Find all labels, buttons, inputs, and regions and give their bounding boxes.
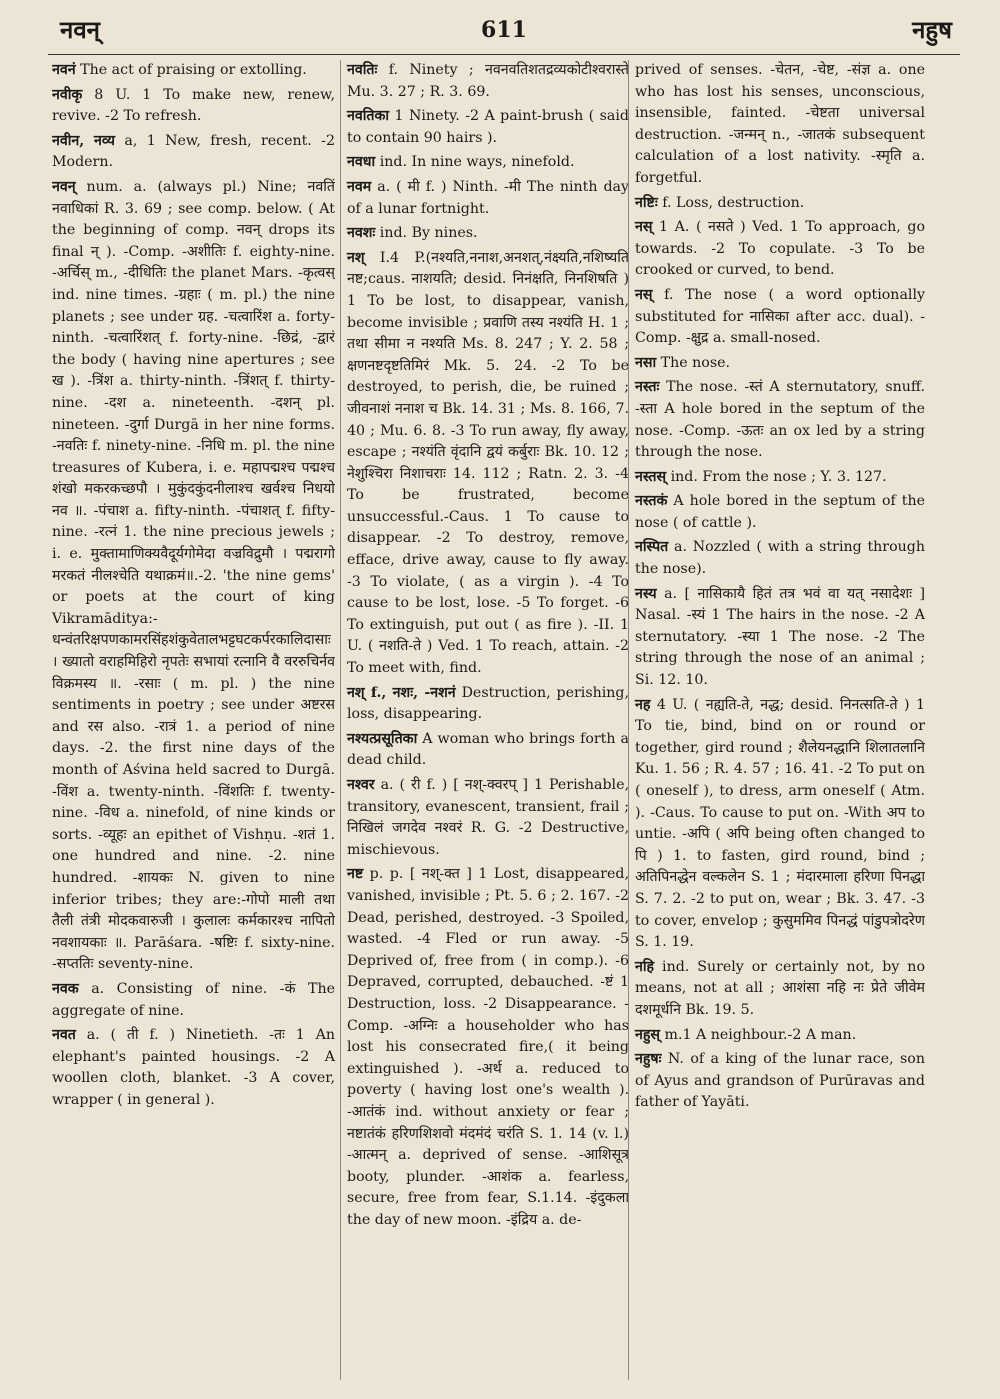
page-header bbox=[48, 14, 960, 54]
dictionary-entry bbox=[347, 248, 629, 680]
dictionary-entry bbox=[635, 957, 925, 1022]
entry-definition: p. p. [ नश्-क्त ] 1 Lost, disappeared, vanished, invisible ; Pt. 5. 6 ; 2. 167. -2 Dead, perished, destroyed. -3 Spoiled, wasted. -4 Fled or run away. -5 Deprived of, free from ( in comp.). -6 Depraved, corrupted, debauched. -ष्टं 1 Destruction, loss. -2 Disappearance. -Comp. -अग्निः a householder who has lost his consecrated fire,( it being extinguished ). -अर्थ a. reduced to poverty ( having lost one's wealth ). -आतंकं ind. without anxiety or fear ; नष्टातंकं हरिणशिशवो मंदमंदं चरंति S. 1. 14 (v. l.) -आत्मन् a. deprived of sense. -आशिसूत्र booty, plunder. -आशंक a. fearless, secure, free from fear, S.1.14. -इंदुकला the day of new moon. -इंद्रिय a. de- bbox=[347, 866, 629, 1228]
dictionary-entry bbox=[635, 537, 925, 580]
dictionary-entry bbox=[347, 177, 629, 220]
entry-headword: नह bbox=[635, 696, 651, 713]
entry-headword: नस् bbox=[635, 286, 653, 303]
entry-headword: नवीन, नव्य bbox=[52, 132, 115, 149]
header-left-guideword: नवन् bbox=[60, 15, 100, 44]
entry-definition: N. of a king of the lunar race, son of Ayus and grandson of Purūravas and father of Yayāti. bbox=[635, 1051, 925, 1111]
entry-headword: नस्तः bbox=[635, 379, 660, 396]
entry-headword: नश्वर bbox=[347, 777, 375, 793]
entry-headword: नवधा bbox=[347, 154, 376, 171]
entry-headword: नश् bbox=[347, 249, 365, 266]
entry-definition: a. [ नासिकायै हितं तत्र भवं वा यत् नसादेशः ] Nasal. -स्यं 1 The hairs in the nose. -2 A sternutatory. -स्या 1 The nose. -2 The string through the nose of an animal ; Si. 12. 10. bbox=[635, 585, 925, 689]
entry-headword: नहुस् bbox=[635, 1026, 660, 1043]
header-rule bbox=[48, 54, 960, 55]
entry-headword: नवनं bbox=[52, 62, 76, 78]
entry-definition: The nose. bbox=[660, 354, 731, 371]
column-2 bbox=[340, 60, 629, 1380]
dictionary-entry bbox=[52, 60, 335, 82]
entry-definition: num. a. (always pl.) Nine; नवतिं नवाधिकां R. 3. 69 ; see comp. below. ( At the beginning of comp. नवन् drops its final न् ). -Comp. -अशीतिः f. eighty-nine. -अर्चिस् m., -दीधितिः the planet Mars. -कृत्वस् ind. nine times. -ग्रहाः ( m. pl.) the nine planets ; see under ग्रह. -चत्वारिंश a. forty-ninth. -चत्वारिंशत् f. forty-nine. -छिद्रं, -द्वारं the body ( having nine apertures ; see ख ). -त्रिंश a. thirty-ninth. -त्रिंशत् f. thirty-nine. -दश a. nineteenth. -दशन् pl. nineteen. -दुर्गा Durgā in her nine forms. -नवतिः f. ninety-nine. -निधि m. pl. the nine treasures of Kubera, i. e. महापद्मश्च पद्मश्च शंखो मकरकच्छपौ । मुकुंदकुंदनीलाश्च खर्वश्च निधयो नव ॥. -पंचाश a. fifty-ninth. -पंचाशत् f. fifty-nine. -रत्नं 1. the nine precious jewels ; i. e. मुक्तामाणिक्यवैदूर्यगोमेदा वज्रविद्रुमौ । पद्मरागो मरकतं नीलश्चेति यथाक्रमं॥.-2. 'the nine gems' or poets at the court of king Vikramāditya:-धन्वंतरिक्षपणकामरसिंहशंकुवेतालभट्टघटकर्परकालिदासाः । ख्यातो वराहमिहिरो नृपतेः सभायां रत्नानि वै वररुचिर्नव विक्रमस्य ॥. -रसाः ( m. pl. ) the nine sentiments in poetry ; see under अष्टरस and रस also. -रात्रं 1. a period of nine days. -2. the first nine days of the month of Aśvina held sacred to Durgā. -विंश a. twenty-ninth. -विंशतिः f. twenty-nine. -विध a. ninefold, of nine kinds or sorts. -व्यूहः an epithet of Vishṇu. -शतं 1. one hundred and nine. -2. nine hundred. -शायकः N. given to nine inferior tribes; they are:-गोपो माली तथा तैली तंत्री मोदकवारुजी । कुलालः कर्मकारश्च नापितो नवशायकाः ॥. Parāśara. -षष्टिः f. sixty-nine. -सप्ततिः seventy-nine. bbox=[52, 178, 335, 973]
column-1 bbox=[52, 60, 335, 1380]
entry-definition: m.1 A neighbour.-2 A man. bbox=[664, 1026, 857, 1043]
dictionary-entry bbox=[347, 775, 629, 861]
entry-headword: नवम bbox=[347, 178, 372, 195]
dictionary-entry bbox=[347, 729, 629, 772]
entry-definition: A woman who brings forth a dead child. bbox=[347, 730, 629, 769]
entry-headword: नवक bbox=[52, 980, 79, 997]
entry-definition: The nose. -स्तं A sternutatory, snuff. -स्ता A hole bored in the septum of the nose. -Comp. -ऊतः an ox led by a string through the nose. bbox=[635, 379, 925, 461]
entry-definition: Destruction, perishing, loss, disappearing. bbox=[347, 684, 629, 723]
dictionary-entry bbox=[347, 683, 629, 726]
dictionary-entry bbox=[52, 85, 335, 128]
page-number: 611 bbox=[481, 17, 527, 43]
dictionary-entry bbox=[635, 1025, 925, 1047]
entry-definition: a, 1 New, fresh, recent. -2 Modern. bbox=[52, 132, 335, 171]
entry-headword: नष्टिः bbox=[635, 194, 658, 211]
entry-headword: नसा bbox=[635, 354, 657, 371]
entry-definition: a. ( मी f. ) Ninth. -मी The ninth day of a lunar fortnight. bbox=[347, 178, 629, 217]
entry-headword: नष्ट bbox=[347, 866, 364, 883]
entry-definition: ind. From the nose ; Y. 3. 127. bbox=[670, 468, 887, 485]
entry-definition: a. ( री f. ) [ नश्-क्वरप् ] 1 Perishable, transitory, evanescent, transient, frail ; निखिलं जगदेव नश्वरं R. G. -2 Destructive, mischievous. bbox=[347, 777, 629, 858]
entry-headword: नवीकृ bbox=[52, 86, 83, 103]
dictionary-entry bbox=[635, 584, 925, 692]
entry-headword: नस्तस् bbox=[635, 468, 667, 485]
entry-headword: नवशः bbox=[347, 225, 376, 242]
entry-headword: नस्पित bbox=[635, 539, 669, 556]
dictionary-entry bbox=[347, 223, 629, 245]
entry-definition: a. Consisting of nine. -कं The aggregate of nine. bbox=[52, 980, 335, 1019]
dictionary-entry bbox=[52, 1025, 335, 1111]
entry-headword: नवत bbox=[52, 1027, 76, 1044]
entry-headword: नवतिः bbox=[347, 62, 378, 78]
dictionary-entry bbox=[52, 131, 335, 174]
dictionary-entry bbox=[635, 377, 925, 463]
dictionary-entry bbox=[635, 60, 925, 190]
entry-headword: नश्यत्प्रसूतिका bbox=[347, 730, 418, 747]
dictionary-entry bbox=[347, 60, 629, 103]
entry-definition: A hole bored in the septum of the nose ( of cattle ). bbox=[635, 493, 925, 531]
entry-headword: नश् f., नशः, -नशनं bbox=[347, 684, 456, 701]
dictionary-entry bbox=[635, 467, 925, 489]
dictionary-entry bbox=[52, 979, 335, 1022]
dictionary-entry bbox=[52, 177, 335, 976]
entry-definition: prived of senses. -चेतन, -चेष्ट, -संज्ञ a. one who has lost his senses, unconscious, insensible, fainted. -चेष्टता universal destruction. -जन्मन् n., -जातकं subsequent calculation of a lost nativity. -स्मृति a. forgetful. bbox=[635, 62, 925, 186]
entry-headword: नस्य bbox=[635, 585, 657, 602]
entry-headword: नहि bbox=[635, 958, 655, 975]
header-right-guideword: नहुष bbox=[912, 15, 952, 44]
dictionary-entry bbox=[635, 285, 925, 350]
entry-definition: 4 U. ( नह्यति-ते, नद्ध; desid. निनत्सति-ते ) 1 To tie, bind, bind on or round or together, gird round ; शैलेयनद्धानि शिलातलानि Ku. 1. 56 ; R. 4. 57 ; 16. 41. -2 To put on ( oneself ), to dress, arm oneself ( Atm. ). -Caus. To cause to put on. -With अप to untie. -अपि ( अपि being often changed to पि ) 1. to fasten, gird round, bind ; अतिपिनद्धेन वल्कलेन S. 1 ; मंदारमाला हरिणा पिनद्धा S. 7. 2. -2 to put on, wear ; Bk. 3. 47. -3 to cover, envelop ; कुसुममिव पिनद्धं पांडुपत्रोदरेण S. 1. 19. bbox=[635, 696, 925, 951]
dictionary-entry bbox=[347, 106, 629, 149]
entry-definition: a. ( ती f. ) Ninetieth. -तः 1 An elephant's painted housings. -2 A woollen cloth, blanket. -3 A cover, wrapper ( in general ). bbox=[52, 1027, 335, 1108]
dictionary-entry bbox=[635, 217, 925, 282]
entry-definition: The act of praising or extolling. bbox=[80, 62, 307, 78]
entry-definition: ind. In nine ways, ninefold. bbox=[379, 154, 575, 171]
entry-definition: 1 A. ( नसते ) Ved. 1 To approach, go towards. -2 To copulate. -3 To be crooked or curved, to bend. bbox=[635, 219, 925, 279]
entry-headword: नवन् bbox=[52, 178, 76, 195]
entry-headword: नस् bbox=[635, 219, 653, 236]
entry-definition: 8 U. 1 To make new, renew, revive. -2 To refresh. bbox=[52, 86, 335, 125]
dictionary-entry bbox=[347, 152, 629, 174]
entry-headword: नवतिका bbox=[347, 108, 390, 125]
entry-definition: ind. By nines. bbox=[379, 225, 478, 242]
dictionary-entry bbox=[635, 491, 925, 534]
entry-definition: a. Nozzled ( with a string through the nose). bbox=[635, 539, 925, 578]
dictionary-entry bbox=[635, 353, 925, 375]
entry-definition: f. The nose ( a word optionally substituted for नासिका after acc. dual). -Comp. -क्षुद्र a. small-nosed. bbox=[635, 286, 925, 347]
entry-headword: नहुषः bbox=[635, 1051, 662, 1068]
entry-definition: 1 Ninety. -2 A paint-brush ( said to contain 90 hairs ). bbox=[347, 108, 629, 146]
entry-definition: f. Loss, destruction. bbox=[662, 194, 805, 211]
dictionary-entry bbox=[635, 1049, 925, 1114]
entry-definition: ind. Surely or certainly not, by no means, not at all ; आशंसा नहि नः प्रेते जीवेम दशमूर्धनि Bk. 19. 5. bbox=[635, 958, 925, 1018]
entry-headword: नस्तकं bbox=[635, 493, 668, 510]
dictionary-entry bbox=[635, 695, 925, 954]
entry-definition: I.4 P.(नश्यति,ननाश,अनशत्,नंक्ष्यति,नशिष्यति नष्ट;caus. नाशयति; desid. निनंक्षति, निनशिषति ) 1 To be lost, to disappear, vanish, become invisible ; प्रवाणि तस्य नश्यंति H. 1 ; तथा सीमा न नश्यति Ms. 8. 247 ; Y. 2. 58 ; क्षणनष्टदृष्टतिमिरं Mk. 5. 24. -2 To be destroyed, to perish, die, be ruined ; जीवनाशं ननाश च Bk. 14. 31 ; Ms. 8. 166, 7. 40 ; Mu. 6. 8. -3 To run away, fly away, escape ; नश्यंति वृंदानि द्वयं कर्बुराः Bk. 10. 12 ; नेशुश्चिरा निशाचराः 14. 112 ; Ratn. 2. 3. -4 To be frustrated, become unsuccessful.-Caus. 1 To cause to disappear. -2 To destroy, remove, efface, drive away, cause to fly away. -3 To violate, ( as a virgin ). -4 To cause to be lost, lose. -5 To forget. -6 To extinguish, put out ( as fire ). -II. 1 U. ( नशति-ते ) Ved. 1 To reach, attain. -2 To meet with, find. bbox=[347, 249, 629, 677]
entry-definition: f. Ninety ; नवनवतिशतद्रव्यकोटीश्वरास्ते Mu. 3. 27 ; R. 3. 69. bbox=[347, 62, 629, 100]
dictionary-entry bbox=[347, 864, 629, 1231]
dictionary-entry bbox=[635, 193, 925, 215]
column-3 bbox=[628, 60, 925, 1380]
